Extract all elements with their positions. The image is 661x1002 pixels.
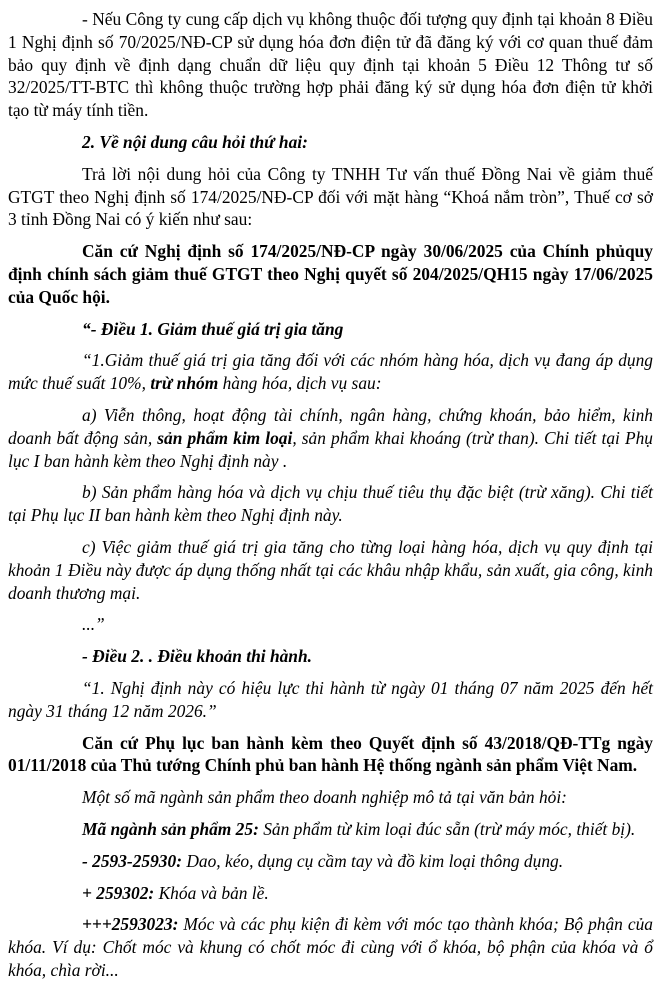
quote-clause-1-text-b: hàng hóa, dịch vụ sau: (218, 373, 382, 394)
product-code-25-label: Mã ngành sản phẩm 25: (82, 818, 259, 839)
product-code-2593-label: - 2593-25930: (82, 850, 182, 871)
quote-item-a-bold: sản phẩm kim loại (157, 427, 293, 448)
product-code-2593 (8, 850, 653, 873)
quote-ellipsis: ...” (82, 614, 105, 635)
paragraph-decision-43-basis: Căn cứ Phụ lục ban hành kèm theo Quyết định số 43/2018/QĐ-TTg ngày 01/11/2018 của Thủ tướng Chính phủ ban hành Hệ thống ngành sản phẩm Việt Nam. (8, 732, 653, 776)
quote-article-2: “1. Nghị định này có hiệu lực thi hành từ ngày 01 tháng 07 năm 2025 đến hết ngày 31 tháng 12 năm 2026.” (8, 677, 653, 721)
product-code-2593-text: Dao, kéo, dụng cụ cầm tay và đồ kim loại thông dụng. (181, 850, 564, 871)
paragraph-answer-intro: Trả lời nội dung hỏi của Công ty TNHH Tư vấn thuế Đồng Nai về giảm thuế GTGT theo Nghị định số 174/2025/NĐ-CP đối với mặt hàng “Khoá nắm tròn”, Thuế cơ sở 3 tỉnh Đồng Nai có ý kiến như sau: (8, 163, 653, 230)
product-code-2593023 (8, 913, 653, 981)
product-code-259302-text: Khóa và bản lề. (154, 882, 269, 903)
product-code-25 (8, 818, 653, 841)
quote-clause-1-text-a: “1.Giảm thuế giá trị gia tăng đối với các nhóm hàng hóa, dịch vụ đang áp dụng mức thuế suất 10%, (8, 350, 653, 394)
paragraph-product-codes-intro: Một số mã ngành sản phẩm theo doanh nghiệp mô tả tại văn bản hỏi: (82, 787, 567, 808)
product-code-2593023-label: +++2593023: (82, 914, 179, 935)
article-2-title: - Điều 2. . Điều khoản thi hành. (82, 646, 313, 667)
product-code-25-text: Sản phẩm từ kim loại đúc sẵn (trừ máy móc, thiết bị). (258, 818, 636, 839)
quote-item-a-text-a: a) Viễn thông, hoạt động tài chính, ngân hàng, chứng khoán, bảo hiểm, kinh doanh bất động sản, (8, 404, 653, 448)
product-code-259302 (8, 882, 653, 905)
product-code-2593023-text: Móc và các phụ kiện đi kèm với móc tạo thành khóa; Bộ phận của khóa. Ví dụ: Chốt móc và khung có chốt móc đi cùng với ổ khóa, bộ phận của khóa và ổ khóa, chìa rời... (8, 914, 653, 980)
quote-item-c: c) Việc giảm thuế giá trị gia tăng cho từng loại hàng hóa, dịch vụ quy định tại khoản 1 Điều này được áp dụng thống nhất tại các khâu nhập khẩu, sản xuất, gia công, kinh doanh thương mại. (8, 536, 653, 603)
section-heading-question-2: 2. Về nội dung câu hỏi thứ hai: (82, 131, 308, 152)
quote-item-b: b) Sản phẩm hàng hóa và dịch vụ chịu thuế tiêu thụ đặc biệt (trừ xăng). Chi tiết tại Phụ lục II ban hành kèm theo Nghị định này. (8, 482, 653, 526)
quote-clause-1-bold: trừ nhóm (150, 373, 219, 394)
quote-clause-1 (8, 349, 653, 395)
quote-item-a-text-b: , sản phẩm khai khoáng (trừ than). Chi tiết tại Phụ lục I ban hành kèm theo Nghị định này . (8, 427, 653, 471)
paragraph-registration-note: - Nếu Công ty cung cấp dịch vụ không thuộc đối tượng quy định tại khoản 8 Điều 1 Nghị định số 70/2025/NĐ-CP sử dụng hóa đơn điện tử đã đăng ký với cơ quan thuế đảm bảo quy định về định dạng chuẩn dữ liệu quy định tại khoản 5 Điều 12 Thông tư số 32/2025/TT-BTC thì không thuộc trường hợp phải đăng ký sử dụng hóa đơn điện tử khởi tạo từ máy tính tiền. (8, 9, 653, 121)
quote-item-a (8, 404, 653, 472)
article-1-title: “- Điều 1. Giảm thuế giá trị gia tăng (82, 318, 344, 339)
paragraph-decree-174-basis: Căn cứ Nghị định số 174/2025/NĐ-CP ngày 30/06/2025 của Chính phủquy định chính sách giảm thuế GTGT theo Nghị quyết số 204/2025/QH15 ngày 17/06/2025 của Quốc hội. (8, 241, 653, 307)
product-code-259302-label: + 259302: (82, 882, 155, 903)
